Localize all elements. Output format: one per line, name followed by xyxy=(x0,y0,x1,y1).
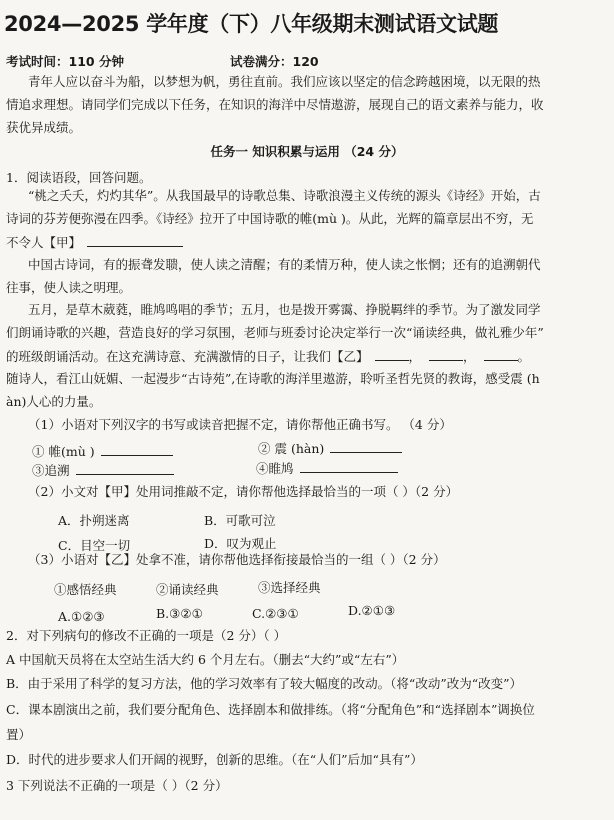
full-score: 试卷满分：120 xyxy=(230,54,319,69)
word-label: ③追溯 xyxy=(32,463,70,478)
word-label: ② 震 (hàn) xyxy=(258,441,325,456)
question-3: 3 下列说法不正确的一项是（ ）（2 分） xyxy=(6,778,228,793)
question-1-label: 1．阅读语段，回答问题。 xyxy=(6,170,152,185)
answer-blank-word-4[interactable] xyxy=(300,460,398,473)
answer-blank-yi-3[interactable] xyxy=(484,348,518,361)
q2-option-a[interactable]: A 中国航天员将在太空站生活大约 6 个月左右。（删去“大约”或“左右”） xyxy=(6,652,405,667)
passage-line: 五月，是草木葳蕤，睢鸠鸣唱的季节；五月，也是拨开雾霭、挣脱羁绊的季节。为了激发同学 xyxy=(28,302,541,317)
word-item xyxy=(32,462,174,479)
exam-meta xyxy=(6,52,319,70)
exam-time: 考试时间：110 分钟 xyxy=(6,54,124,69)
intro-line: 获优异成绩。 xyxy=(6,120,82,135)
q2-option-c[interactable]: C．课本剧演出之前，我们要分配角色、选择剧本和做排练。（将“分配角色”和“选择剧本”调换位 xyxy=(6,702,535,717)
phrase-item: ③选择经典 xyxy=(258,580,321,595)
question-1-2: （2）小文对【甲】处用词推敲不定，请你帮他选择最恰当的一项（ ）（2 分） xyxy=(28,484,459,499)
exam-title: 2024—2025 学年度（下）八年级期末测试语文试题 xyxy=(4,12,499,36)
option-d[interactable]: D.②①③ xyxy=(348,603,396,618)
word-item xyxy=(256,460,398,477)
passage-line: 中国古诗词，有的振聋发聩，使人读之清醒；有的柔情万种，使人读之怅惘；还有的追溯朝代 xyxy=(28,257,541,272)
passage-text: 不令人【甲】 xyxy=(6,235,82,250)
passage-line: 往事，使人读之明理。 xyxy=(6,280,132,295)
word-item xyxy=(258,440,402,457)
passage-line: àn)人心的力量。 xyxy=(6,394,102,409)
q2-option-d[interactable]: D．时代的进步要求人们开阔的视野，创新的思维。（在“人们”后加“具有”） xyxy=(6,752,423,767)
option-b[interactable]: B.③②① xyxy=(156,606,203,621)
word-label: ① 帷(mù ) xyxy=(32,444,95,459)
question-2: 2．对下列病句的修改不正确的一项是（2 分）（ ） xyxy=(6,628,287,643)
option-d[interactable]: D．叹为观止 xyxy=(204,536,277,551)
option-c[interactable]: C．目空一切 xyxy=(58,538,131,553)
passage-line xyxy=(6,234,183,251)
section-heading: 任务一 知识积累与运用 （24 分） xyxy=(210,144,404,159)
word-item xyxy=(32,443,173,460)
answer-blank-jia[interactable] xyxy=(87,234,183,247)
q2-option-c-cont: 置） xyxy=(6,727,32,742)
answer-blank-yi-2[interactable] xyxy=(429,348,463,361)
question-1-1: （1）小语对下列汉字的书写或读音把握不定，请你帮他正确书写。 （4 分） xyxy=(28,417,452,432)
option-b[interactable]: B．可歌可泣 xyxy=(204,513,276,528)
answer-blank-word-2[interactable] xyxy=(330,440,402,453)
passage-line: 随诗人，看江山妩媚、一起漫步“古诗苑”,在诗歌的海洋里遨游，聆听圣哲先贤的教诲，感受震 (h xyxy=(6,371,540,386)
answer-blank-yi-1[interactable] xyxy=(375,348,409,361)
option-a[interactable]: A.①②③ xyxy=(58,609,105,624)
q2-option-b[interactable]: B．由于采用了科学的复习方法，他的学习效率有了较大幅度的改动。（将“改动”改为“改变”） xyxy=(6,676,522,691)
word-label: ④睢鸠 xyxy=(256,461,294,476)
intro-line: 青年人应以奋斗为船，以梦想为帆，勇往直前。我们应该以坚定的信念跨越困境，以无限的热 xyxy=(28,74,541,89)
passage-line: “桃之夭夭，灼灼其华”。从我国最早的诗歌总集、诗歌浪漫主义传统的源头《诗经》开始，古 xyxy=(28,188,541,203)
phrase-item: ①感悟经典 xyxy=(54,582,117,597)
question-1-3: （3）小语对【乙】处拿不准，请你帮他选择衔接最恰当的一组（ ）（2 分） xyxy=(28,552,446,567)
option-c[interactable]: C.②③① xyxy=(252,606,299,621)
passage-line: 们朗诵诗歌的兴趣，营造良好的学习氛围，老师与班委讨论决定举行一次“诵读经典，做礼雅少年” xyxy=(6,325,544,340)
passage-line: 的班级朗诵活动。在这充满诗意、充满激情的日子，让我们【乙】 ， ， 。 xyxy=(6,349,531,364)
answer-blank-word-1[interactable] xyxy=(101,443,173,456)
passage-line: 诗词的芬芳便弥漫在四季。《诗经》拉开了中国诗歌的帷(mù )。从此，光辉的篇章层出不穷，无 xyxy=(6,211,534,226)
intro-line: 情追求理想。请同学们完成以下任务，在知识的海洋中尽情遨游，展现自己的语文素养与能力，收 xyxy=(6,97,544,112)
phrase-item: ②诵读经典 xyxy=(156,582,219,597)
answer-blank-word-3[interactable] xyxy=(76,462,174,475)
passage-text: 的班级朗诵活动。在这充满诗意、充满激情的日子，让我们【乙】 xyxy=(6,349,369,364)
option-a[interactable]: A．扑朔迷离 xyxy=(58,513,130,528)
